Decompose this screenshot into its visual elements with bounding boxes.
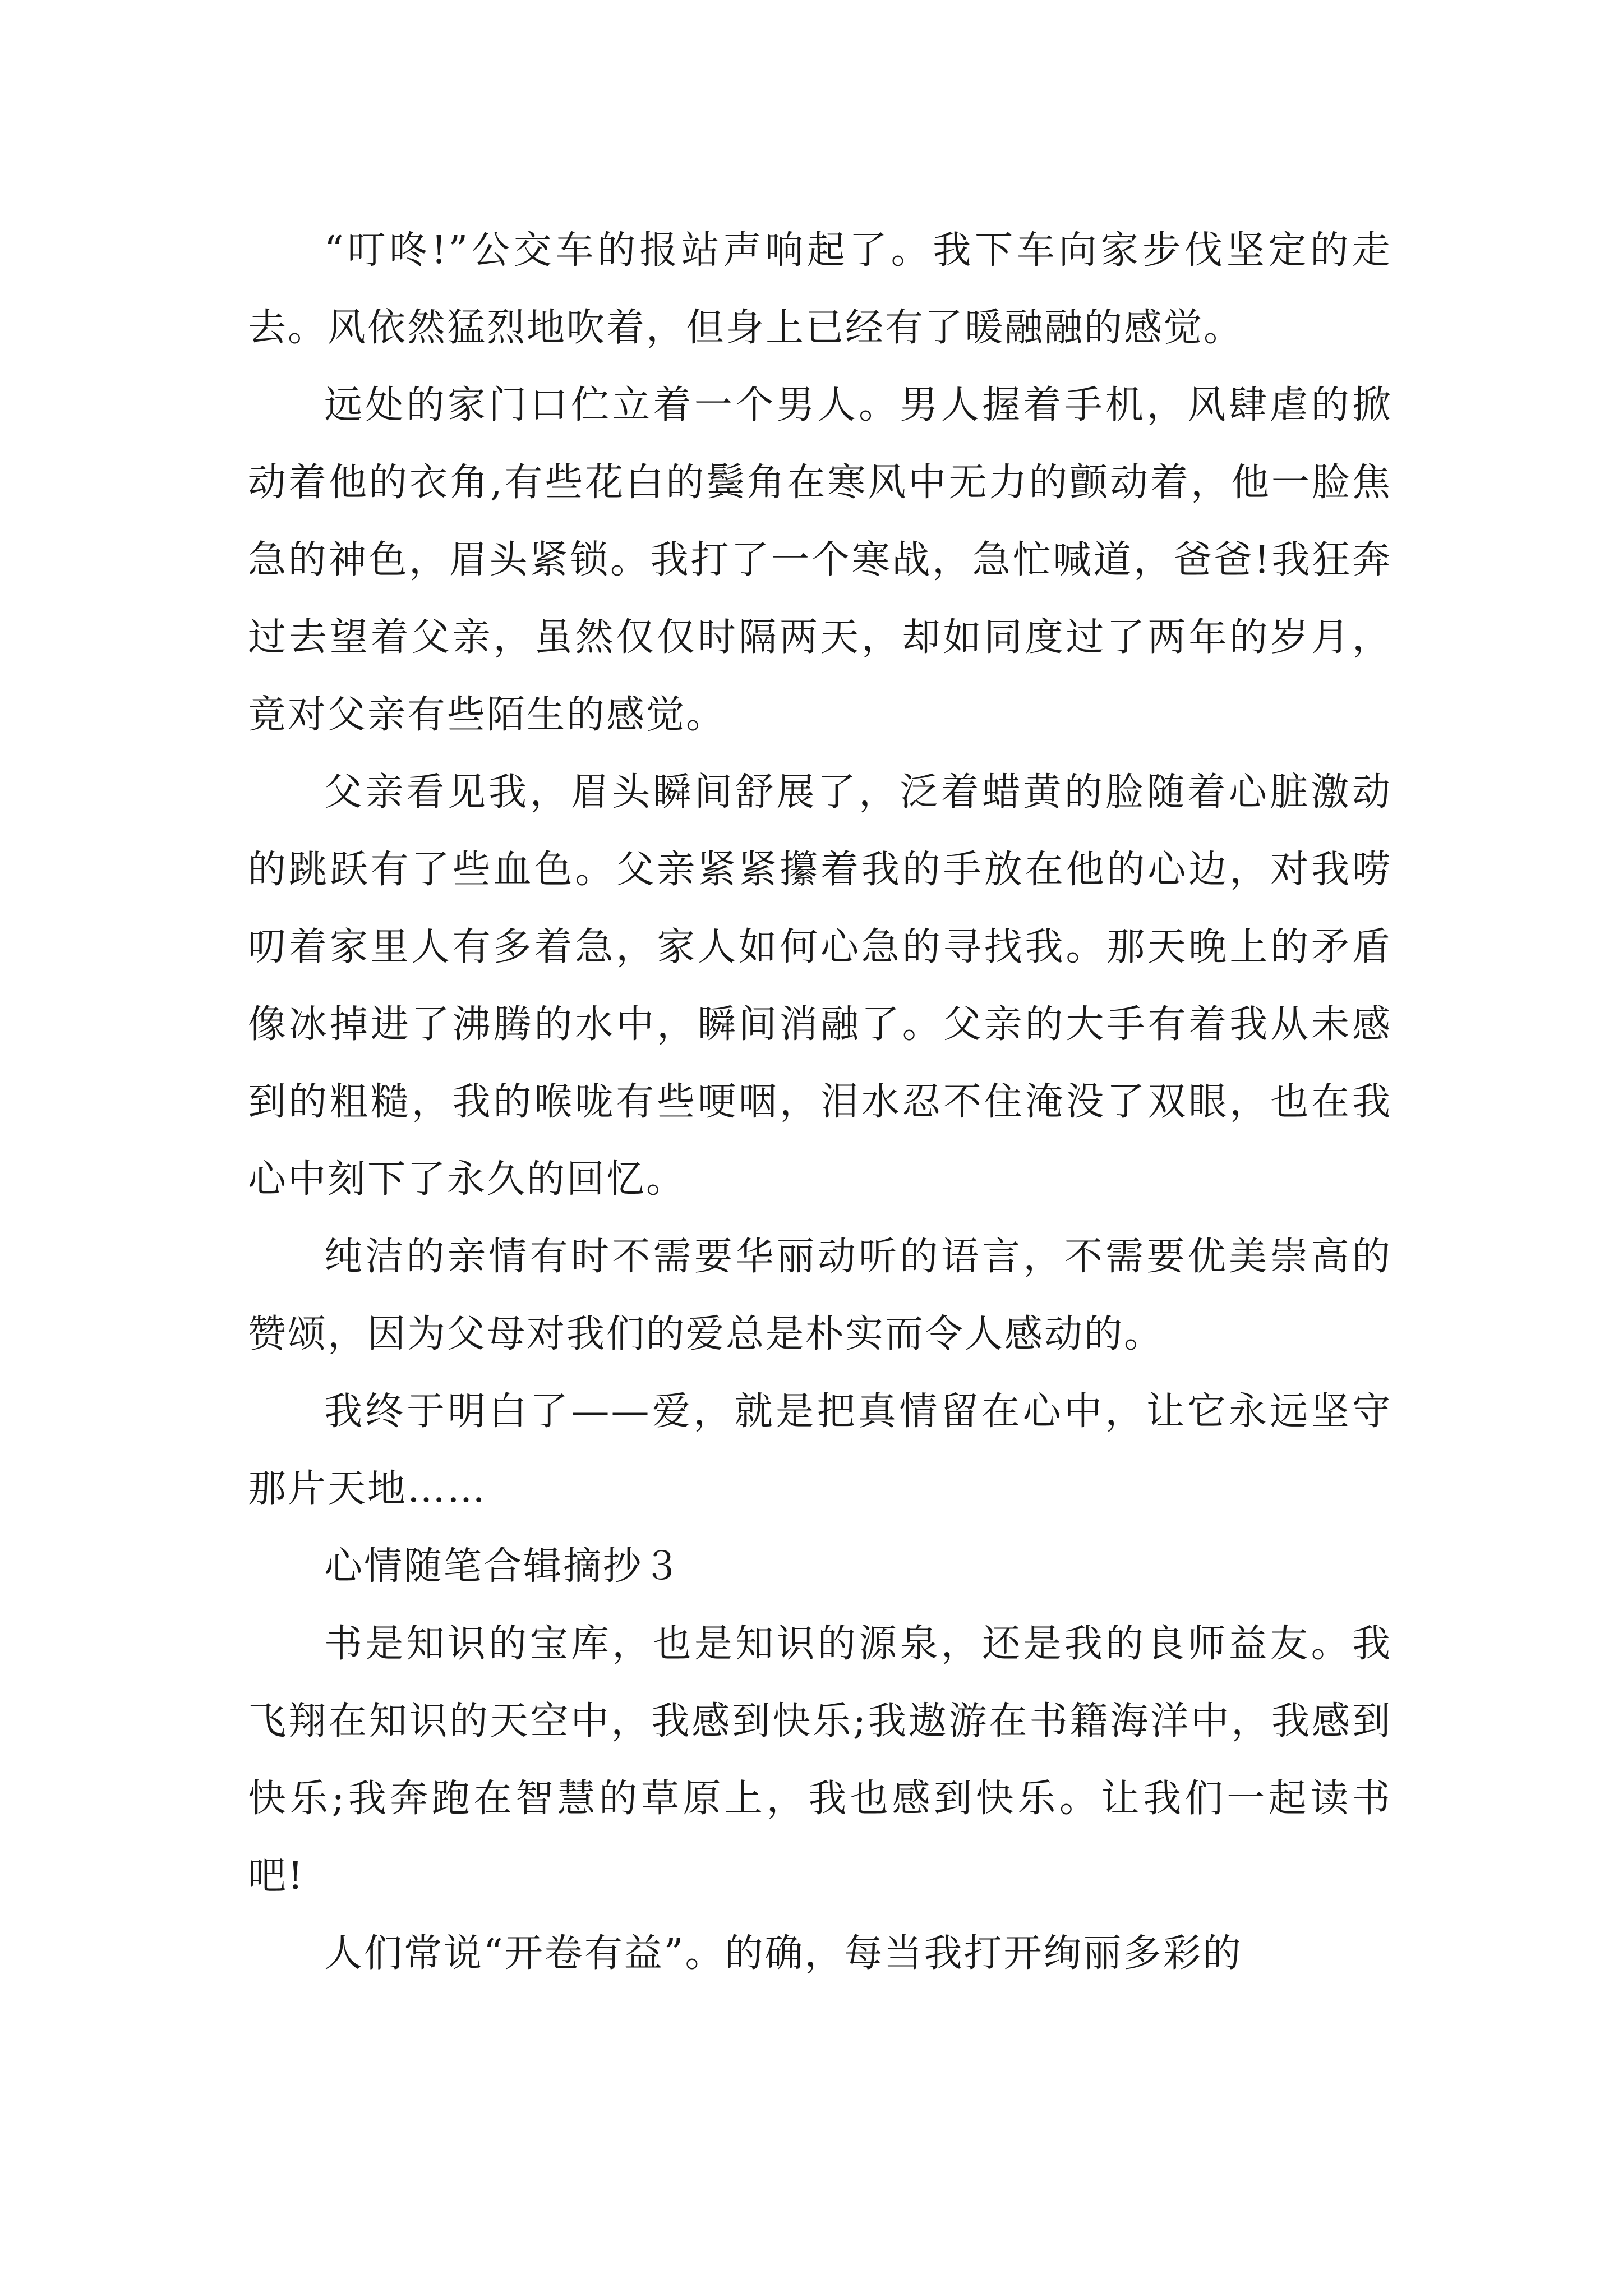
paragraph-3: 父亲看见我，眉头瞬间舒展了，泛着蜡黄的脸随着心脏激动的跳跃有了些血色。父亲紧紧攥着我的手放在他的心边，对我唠叨着家里人有多着急，家人如何心急的寻找我。那天晚上的矛盾像冰掉进了沸腾的水中，瞬间消融了。父亲的大手有着我从未感到的粗糙，我的喉咙有些哽咽，泪水忍不住淹没了双眼，也在我心中刻下了永久的回忆。: [248, 770, 1392, 1202]
paragraph-2: 远处的家门口伫立着一个男人。男人握着手机，风肆虐的掀动着他的衣角,有些花白的鬓角在寒风中无力的颤动着，他一脸焦急的神色，眉头紧锁。我打了一个寒战，急忙喊道，爸爸!我狂奔过去望着父亲，虽然仅仅时隔两天，却如同度过了两年的岁月，竟对父亲有些陌生的感觉。: [248, 383, 1392, 737]
paragraph-7: 人们常说“开卷有益”。的确，每当我打开绚丽多彩的: [324, 1931, 1243, 1976]
paragraph-1: “叮咚!”公交车的报站声响起了。我下车向家步伐坚定的走去。风依然猛烈地吹着，但身上已经有了暖融融的感觉。: [248, 228, 1392, 350]
paragraph-4: 纯洁的亲情有时不需要华丽动听的语言，不需要优美崇高的赞颂，因为父母对我们的爱总是朴实而令人感动的。: [248, 1235, 1392, 1356]
section-heading: 心情随笔合辑摘抄３: [324, 1544, 683, 1589]
body-text: [248, 212, 1392, 1993]
paragraph-5: 我终于明白了——爱，就是把真情留在心中，让它永远坚守那片天地……: [248, 1389, 1392, 1511]
paragraph-6: 书是知识的宝库，也是知识的源泉，还是我的良师益友。我飞翔在知识的天空中，我感到快乐;我遨游在书籍海洋中，我感到快乐;我奔跑在智慧的草原上，我也感到快乐。让我们一起读书吧!: [248, 1622, 1392, 1898]
